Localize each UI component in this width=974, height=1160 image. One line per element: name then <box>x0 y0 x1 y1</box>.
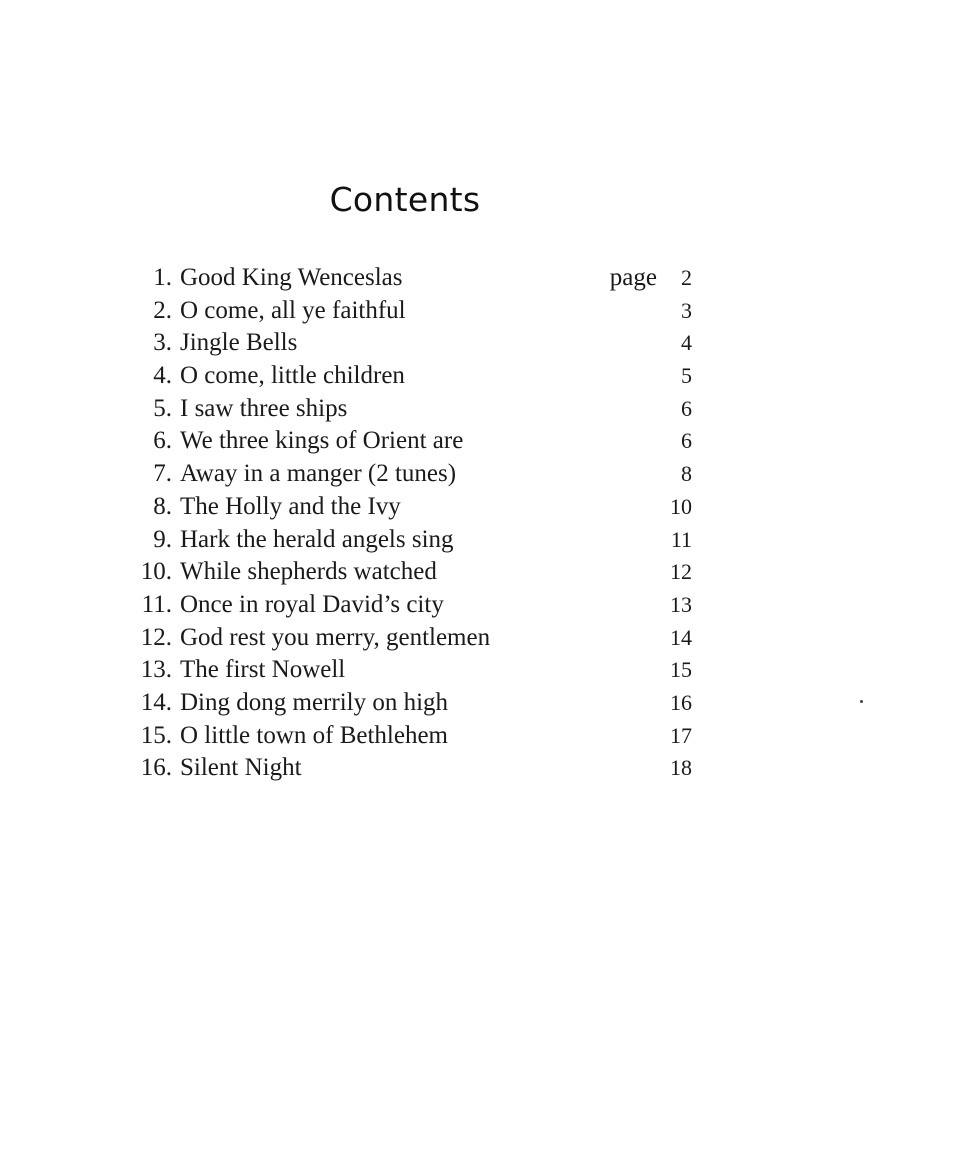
toc-entry <box>130 425 695 458</box>
entry-number: 13. <box>140 656 172 684</box>
entry-number: 11. <box>141 590 172 618</box>
entry-number: 15. <box>140 721 172 749</box>
entry-page: 3 <box>681 297 692 323</box>
entry-number: 7. <box>153 460 172 488</box>
entry-number: 3. <box>153 329 172 357</box>
toc-entry <box>130 491 695 524</box>
entry-title: Silent Night <box>180 754 302 782</box>
entry-page: 12 <box>670 559 692 585</box>
entry-page: 16 <box>670 689 692 715</box>
entry-page: 8 <box>681 461 692 487</box>
entry-page: 10 <box>670 493 692 519</box>
entry-number: 5. <box>153 394 172 422</box>
entry-number: 9. <box>153 525 172 553</box>
entry-title: O come, little children <box>180 362 405 390</box>
toc-entry <box>130 654 695 687</box>
entry-page: 18 <box>670 755 692 781</box>
entry-page: 6 <box>681 428 692 454</box>
toc-entry <box>130 295 695 328</box>
entry-title: Away in a manger (2 tunes) <box>180 460 457 488</box>
toc-entry <box>130 262 695 295</box>
toc-entry <box>130 360 695 393</box>
entry-number: 10. <box>140 558 172 586</box>
entry-page: 6 <box>681 395 692 421</box>
entry-title: O come, all ye faithful <box>180 296 406 324</box>
entry-title: O little town of Bethlehem <box>180 721 449 749</box>
toc-entry <box>130 556 695 589</box>
entry-page: 11 <box>670 526 692 552</box>
entry-title: While shepherds watched <box>180 558 437 586</box>
entry-page: 2 <box>681 265 692 290</box>
toc-entry <box>130 752 695 785</box>
entry-title: Once in royal David’s city <box>180 590 444 618</box>
page-title: Contents <box>329 180 481 219</box>
entry-page: 13 <box>670 591 692 617</box>
entry-title: We three kings of Orient are <box>180 427 464 455</box>
entry-number: 16. <box>140 754 172 782</box>
toc-entry <box>130 720 695 753</box>
entry-title: The Holly and the Ivy <box>180 492 401 520</box>
entry-page: 5 <box>681 363 692 389</box>
entry-title: I saw three ships <box>180 394 348 422</box>
toc-entry <box>130 622 695 655</box>
toc-entry <box>130 589 695 622</box>
entry-title: Jingle Bells <box>180 329 298 357</box>
toc-entry <box>130 458 695 491</box>
entry-title: God rest you merry, gentlemen <box>180 623 491 651</box>
entry-title: Hark the herald angels sing <box>180 525 454 553</box>
entry-number: 2. <box>153 296 172 324</box>
entry-number: 12. <box>140 623 172 651</box>
toc-entry <box>130 687 695 720</box>
table-of-contents <box>130 262 695 785</box>
toc-entry <box>130 393 695 426</box>
scan-speck <box>860 700 863 703</box>
entry-number: 1. <box>153 264 172 291</box>
entry-page: 15 <box>670 657 692 683</box>
entry-title: Ding dong merrily on high <box>180 688 449 716</box>
entry-title: Good King Wenceslas <box>180 264 403 291</box>
entry-page: 14 <box>670 624 692 650</box>
toc-entry <box>130 327 695 360</box>
entry-title: The first Nowell <box>180 656 346 684</box>
entry-page: 17 <box>670 722 692 748</box>
page-label: page <box>609 264 657 291</box>
entry-number: 8. <box>153 492 172 520</box>
entry-number: 6. <box>153 427 172 455</box>
entry-number: 14. <box>140 688 172 716</box>
entry-number: 4. <box>153 362 172 390</box>
toc-entry <box>130 524 695 557</box>
entry-page: 4 <box>681 330 692 356</box>
